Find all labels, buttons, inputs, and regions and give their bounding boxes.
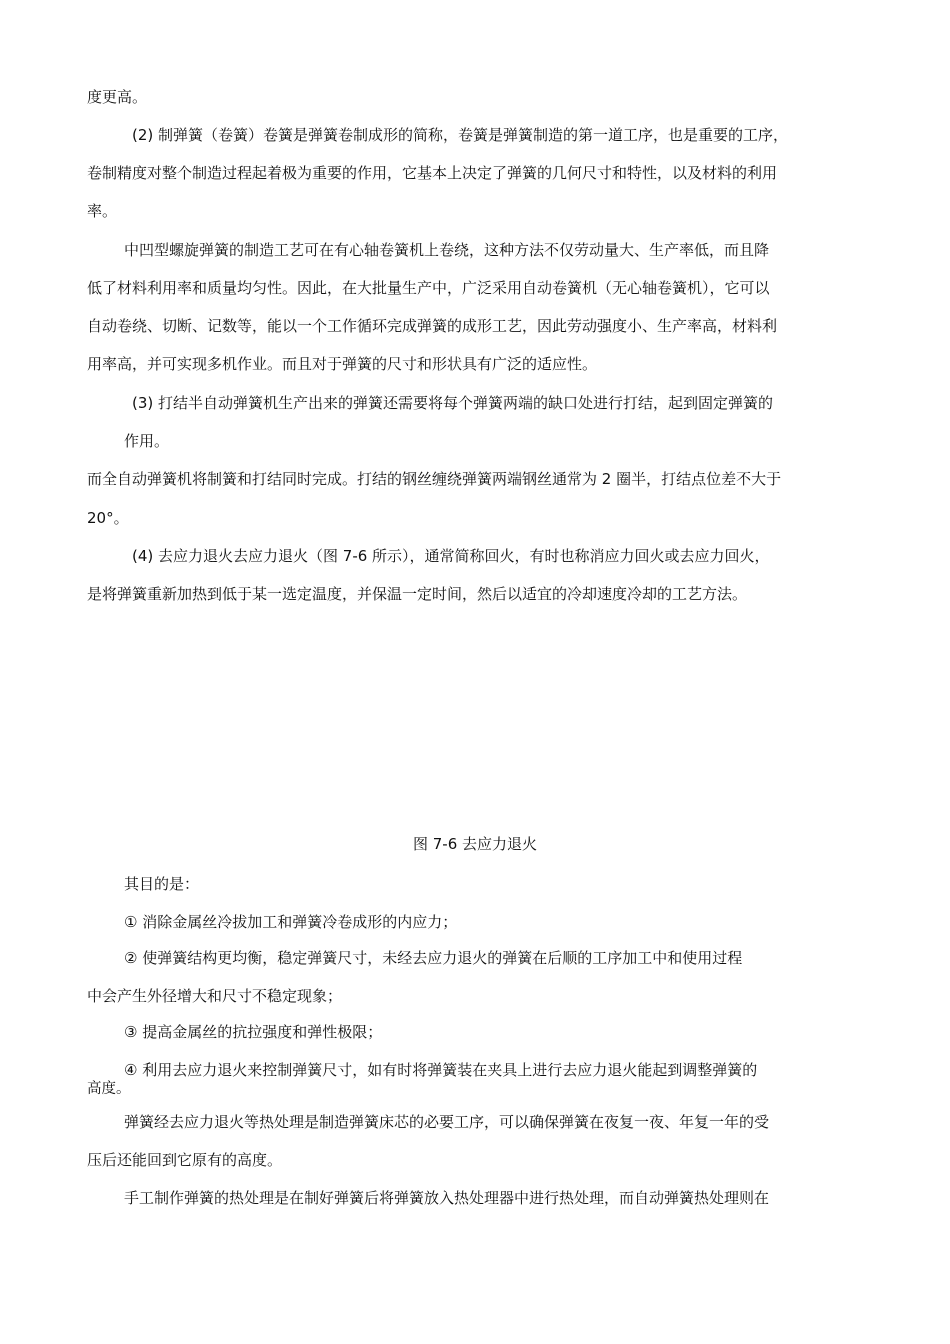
paragraph-line: 自动卷绕、切断、记数等，能以一个工作循环完成弹簧的成形工艺，因此劳动强度小、生产率高，材料利 — [87, 317, 778, 335]
paragraph-line: 其目的是： — [124, 875, 200, 893]
paragraph-line: (4) 去应力退火去应力退火（图 7-6 所示），通常简称回火，有时也称消应力回火或去应力回火， — [132, 547, 770, 565]
list-item: ③ 提高金属丝的抗拉强度和弹性极限； — [124, 1023, 383, 1041]
figure-caption: 图 7-6 去应力退火 — [412, 835, 538, 853]
paragraph-line: 中会产生外径增大和尺寸不稳定现象； — [87, 987, 343, 1005]
list-item: ② 使弹簧结构更均衡，稳定弹簧尺寸，未经去应力退火的弹簧在后顺的工序加工中和使用过程 — [124, 949, 743, 967]
paragraph-line: 用率高，并可实现多机作业。而且对于弹簧的尺寸和形状具有广泛的适应性。 — [87, 355, 598, 373]
paragraph-line: (3) 打结半自动弹簧机生产出来的弹簧还需要将每个弹簧两端的缺口处进行打结，起到固定弹簧的 — [132, 394, 774, 412]
paragraph-line: 20°。 — [87, 509, 129, 527]
paragraph-line: 作用。 — [124, 432, 170, 450]
paragraph-line: 低了材料利用率和质量均匀性。因此，在大批量生产中，广泛采用自动卷簧机（无心轴卷簧机），它可以 — [87, 279, 770, 297]
paragraph-line: 中凹型螺旋弹簧的制造工艺可在有心轴卷簧机上卷绕，这种方法不仅劳动量大、生产率低，而且降 — [124, 241, 770, 259]
paragraph-line: 度更高。 — [87, 88, 148, 106]
paragraph-line: 高度。 — [87, 1081, 131, 1097]
paragraph-line: 压后还能回到它原有的高度。 — [87, 1151, 283, 1169]
paragraph-line: 而全自动弹簧机将制簧和打结同时完成。打结的钢丝缠绕弹簧两端钢丝通常为 2 圈半，打结点位差不大于 — [87, 470, 782, 488]
paragraph-line: 弹簧经去应力退火等热处理是制造弹簧床芯的必要工序，可以确保弹簧在夜复一夜、年复一年的受 — [124, 1113, 770, 1131]
paragraph-line: 手工制作弹簧的热处理是在制好弹簧后将弹簧放入热处理器中进行热处理，而自动弹簧热处理则在 — [124, 1189, 770, 1207]
paragraph-line: 卷制精度对整个制造过程起着极为重要的作用，它基本上决定了弹簧的几何尺寸和特性，以及材料的利用 — [87, 164, 778, 182]
paragraph-line: (2) 制弹簧（卷簧）卷簧是弹簧卷制成形的简称，卷簧是弹簧制造的第一道工序，也是重要的工序， — [132, 126, 789, 144]
list-item: ④ 利用去应力退火来控制弹簧尺寸，如有时将弹簧装在夹具上进行去应力退火能起到调整弹簧的 — [124, 1061, 758, 1079]
paragraph-line: 率。 — [87, 202, 118, 220]
list-item: ① 消除金属丝冷拔加工和弹簧冷卷成形的内应力； — [124, 913, 458, 931]
paragraph-line: 是将弹簧重新加热到低于某一选定温度，并保温一定时间，然后以适宜的冷却速度冷却的工艺方法。 — [87, 585, 748, 603]
